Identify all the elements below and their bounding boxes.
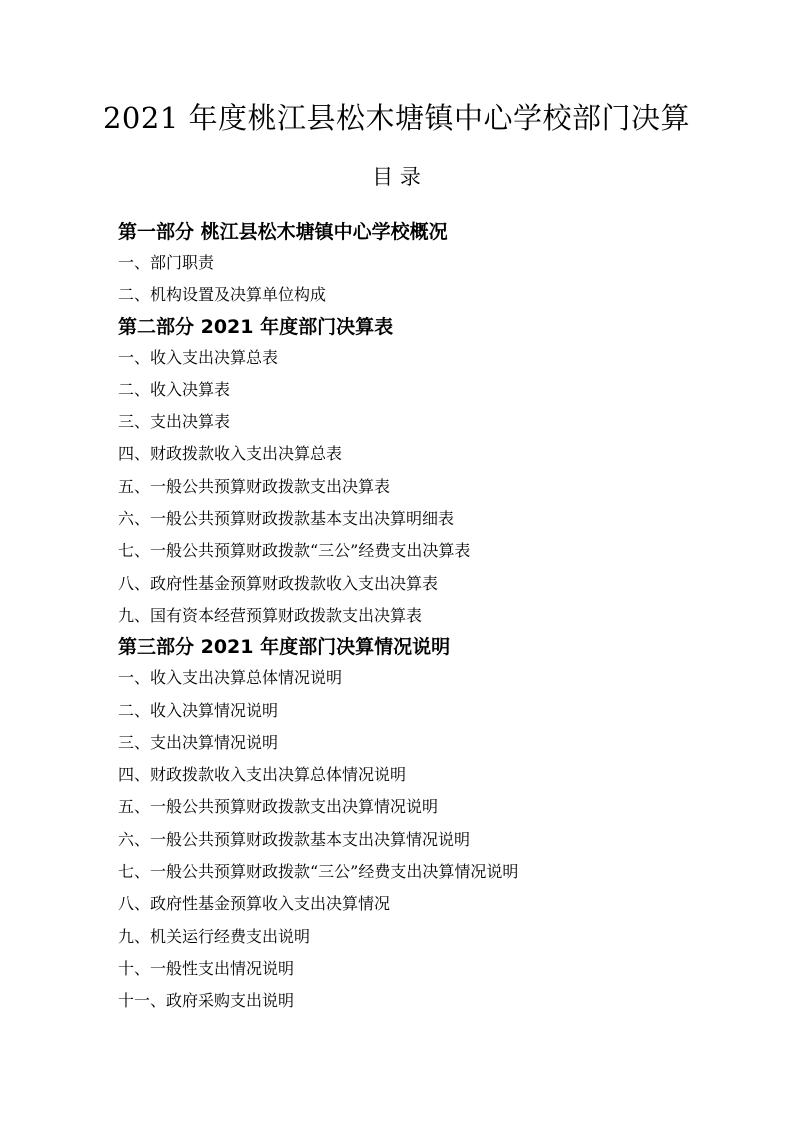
- toc-item: 一、收入支出决算总表: [118, 347, 279, 367]
- toc-section-title: 第二部分 2021 年度部门决算表: [118, 315, 394, 338]
- toc-item: 七、一般公共预算财政拨款“三公”经费支出决算表: [118, 541, 471, 561]
- toc-item: 三、支出决算情况说明: [118, 732, 279, 752]
- toc-section-title: 第一部分 桃江县松木塘镇中心学校概况: [118, 221, 448, 243]
- toc-item: 五、一般公共预算财政拨款支出决算情况说明: [118, 797, 439, 817]
- toc-item: 四、财政拨款收入支出决算总体情况说明: [118, 765, 407, 785]
- toc-item: 六、一般公共预算财政拨款基本支出决算明细表: [118, 509, 455, 529]
- toc-item: 七、一般公共预算财政拨款“三公”经费支出决算情况说明: [118, 862, 519, 882]
- toc-section-title: 第三部分 2021 年度部门决算情况说明: [118, 636, 451, 659]
- toc-item: 六、一般公共预算财政拨款基本支出决算情况说明: [118, 829, 471, 849]
- toc-item: 八、政府性基金预算收入支出决算情况: [118, 894, 391, 914]
- toc-item: 二、收入决算情况说明: [118, 700, 279, 720]
- document-title: 2021 年度桃江县松木塘镇中心学校部门决算: [102, 101, 691, 135]
- toc-item: 五、一般公共预算财政拨款支出决算表: [118, 476, 391, 496]
- toc-item: 九、机关运行经费支出说明: [118, 926, 311, 946]
- toc-item: 八、政府性基金预算财政拨款收入支出决算表: [118, 573, 439, 593]
- toc-item: 二、机构设置及决算单位构成: [118, 285, 327, 305]
- toc-heading: 目 录: [372, 165, 421, 189]
- toc-item: 十一、政府采购支出说明: [118, 991, 295, 1011]
- toc-item: 一、部门职责: [118, 253, 215, 272]
- toc-item: 三、支出决算表: [118, 412, 231, 432]
- toc-item: 四、财政拨款收入支出决算总表: [118, 444, 343, 464]
- toc-item: 二、收入决算表: [118, 379, 231, 399]
- table-of-contents: [118, 217, 738, 1018]
- toc-item: 十、一般性支出情况说明: [118, 958, 295, 978]
- toc-item: 一、收入支出决算总体情况说明: [118, 668, 343, 688]
- toc-item: 九、国有资本经营预算财政拨款支出决算表: [118, 605, 423, 625]
